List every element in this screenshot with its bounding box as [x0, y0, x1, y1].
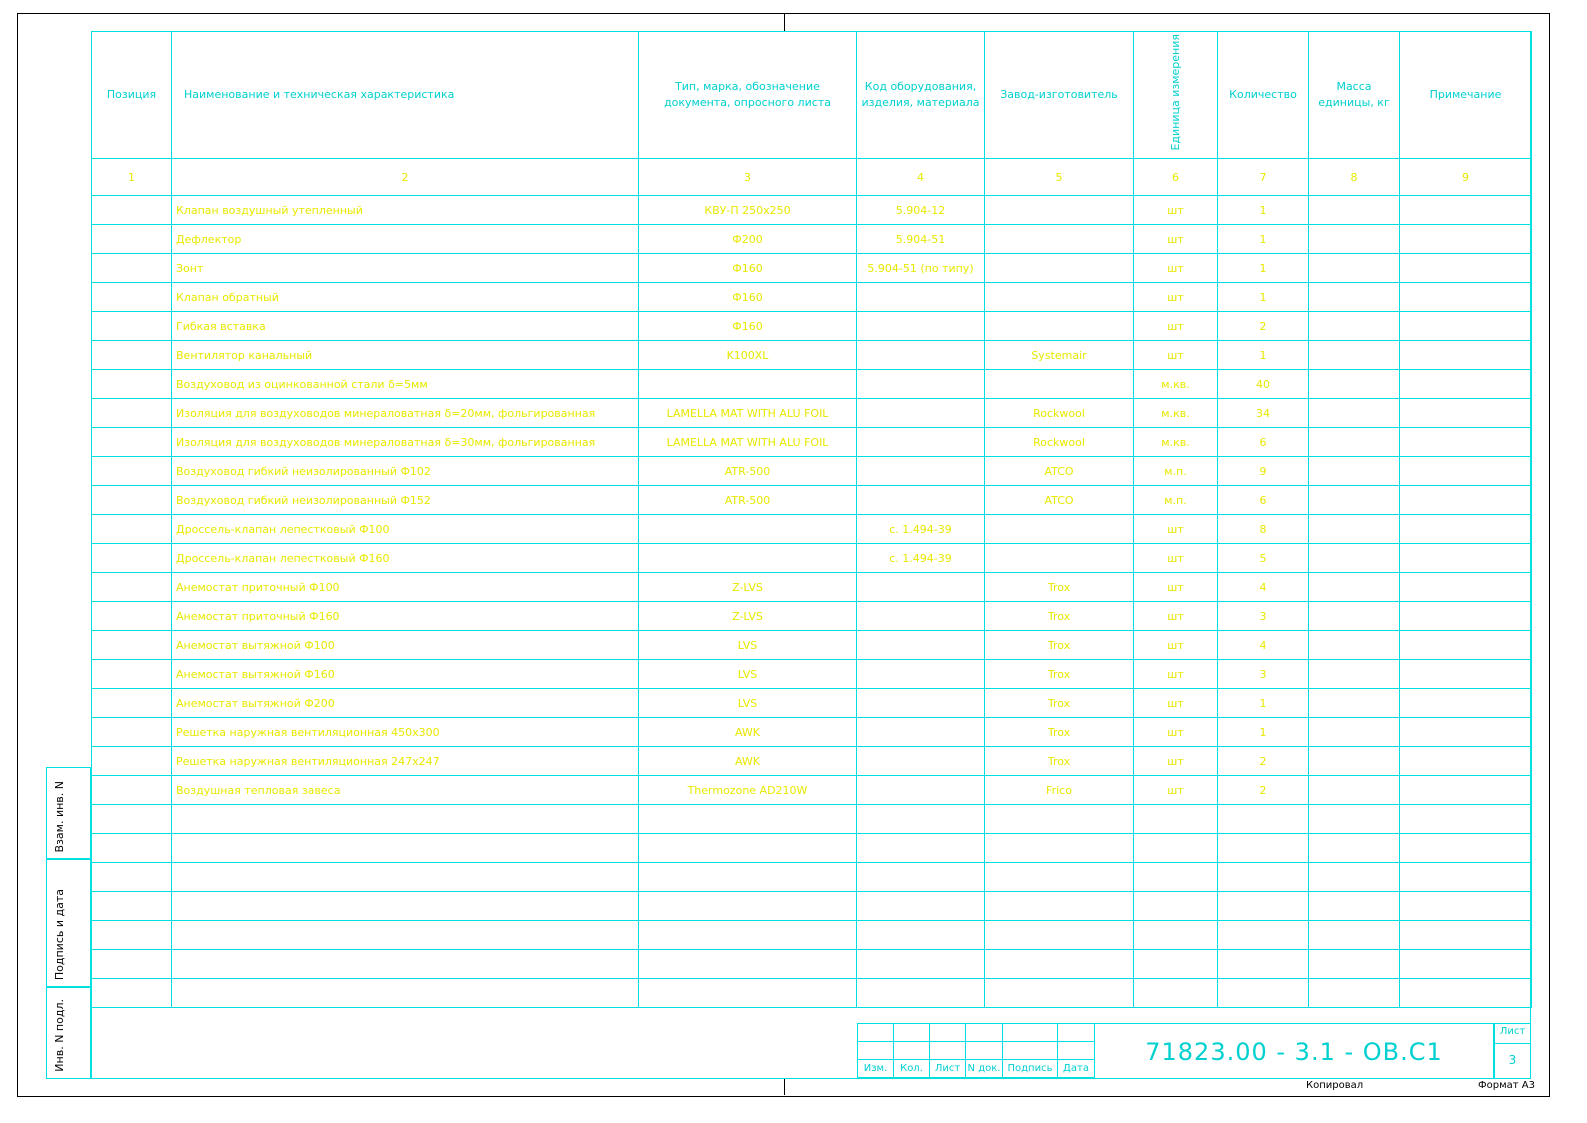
cell-unit: шт [1134, 254, 1218, 283]
cell-type: AWK [639, 747, 857, 776]
cell-maker: Rockwool [985, 428, 1134, 457]
side-inv-label: Инв. N подл. [53, 999, 66, 1072]
header-note: Примечание [1400, 32, 1532, 159]
cell-qty: 40 [1218, 370, 1309, 399]
cell-unit: шт [1134, 515, 1218, 544]
sheet-number-box [1494, 1023, 1531, 1079]
cell-type: LVS [639, 660, 857, 689]
cell-code: с. 1.494-39 [857, 544, 985, 573]
cell-name: Клапан обратный [172, 283, 639, 312]
stamp-signature: Подпись [1003, 1060, 1058, 1078]
cell-type: Ф160 [639, 312, 857, 341]
stamp-sheet: Лист [930, 1060, 966, 1078]
cell-maker: Systemair [985, 341, 1134, 370]
cell-unit: шт [1134, 312, 1218, 341]
cell-name: Дроссель-клапан лепестковый Ф100 [172, 515, 639, 544]
cell-qty: 1 [1218, 254, 1309, 283]
side-ref-box [46, 767, 91, 859]
cell-maker: Trox [985, 660, 1134, 689]
header-unit-label: Единица измерения [1168, 34, 1182, 151]
column-number-4: 4 [857, 159, 985, 196]
header-maker: Завод-изготовитель [985, 32, 1134, 159]
cell-name: Решетка наружная вентиляционная 450х300 [172, 718, 639, 747]
cell-maker: Frico [985, 776, 1134, 805]
cell-name: Вентилятор канальный [172, 341, 639, 370]
cell-name: Гибкая вставка [172, 312, 639, 341]
cell-maker: Trox [985, 602, 1134, 631]
cell-code: 5.904-51 [857, 225, 985, 254]
column-number-3: 3 [639, 159, 857, 196]
cell-maker: ATCO [985, 486, 1134, 515]
header-type: Тип, марка, обозначение документа, опросного листа [639, 32, 857, 159]
cell-maker: Trox [985, 718, 1134, 747]
cell-qty: 8 [1218, 515, 1309, 544]
cell-qty: 1 [1218, 225, 1309, 254]
title-block-code-box [1094, 1023, 1494, 1079]
side-sign-box [46, 859, 91, 987]
cell-code: 5.904-51 (по типу) [857, 254, 985, 283]
cell-qty: 1 [1218, 283, 1309, 312]
cell-maker: Rockwool [985, 399, 1134, 428]
cell-name: Анемостат приточный Ф160 [172, 602, 639, 631]
cell-qty: 2 [1218, 747, 1309, 776]
cell-qty: 6 [1218, 486, 1309, 515]
column-number-2: 2 [172, 159, 639, 196]
cell-name: Дефлектор [172, 225, 639, 254]
cell-unit: шт [1134, 660, 1218, 689]
cell-type: LVS [639, 689, 857, 718]
cell-qty: 2 [1218, 312, 1309, 341]
cell-unit: м.п. [1134, 486, 1218, 515]
cell-unit: шт [1134, 341, 1218, 370]
cell-name: Клапан воздушный утепленный [172, 196, 639, 225]
cell-code: с. 1.494-39 [857, 515, 985, 544]
cell-qty: 4 [1218, 573, 1309, 602]
cell-type: LVS [639, 631, 857, 660]
cell-type: Thermozone AD210W [639, 776, 857, 805]
cell-qty: 3 [1218, 602, 1309, 631]
cell-type: Ф160 [639, 254, 857, 283]
cell-unit: шт [1134, 602, 1218, 631]
cell-name: Решетка наружная вентиляционная 247х247 [172, 747, 639, 776]
column-number-7: 7 [1218, 159, 1309, 196]
cell-qty: 3 [1218, 660, 1309, 689]
column-number-6: 6 [1134, 159, 1218, 196]
cell-type: Z-LVS [639, 573, 857, 602]
cell-type: K100XL [639, 341, 857, 370]
cell-qty: 4 [1218, 631, 1309, 660]
cell-qty: 1 [1218, 718, 1309, 747]
cell-unit: шт [1134, 225, 1218, 254]
cell-maker: Trox [985, 689, 1134, 718]
cell-unit: шт [1134, 573, 1218, 602]
fold-mark-top [784, 13, 785, 31]
cell-name: Воздуховод из оцинкованной стали δ=5мм [172, 370, 639, 399]
cell-unit: шт [1134, 283, 1218, 312]
cell-name: Анемостат приточный Ф100 [172, 573, 639, 602]
cell-unit: м.п. [1134, 457, 1218, 486]
cell-qty: 5 [1218, 544, 1309, 573]
cell-name: Анемостат вытяжной Ф200 [172, 689, 639, 718]
cell-unit: шт [1134, 631, 1218, 660]
cell-maker: Trox [985, 631, 1134, 660]
cell-name: Воздуховод гибкий неизолированный Ф102 [172, 457, 639, 486]
cell-name: Зонт [172, 254, 639, 283]
document-code: 71823.00 - 3.1 - ОВ.С1 [1145, 1038, 1443, 1066]
cell-unit: шт [1134, 689, 1218, 718]
cell-maker: Trox [985, 747, 1134, 776]
cell-name: Анемостат вытяжной Ф100 [172, 631, 639, 660]
stamp-doc-number: N док. [966, 1060, 1003, 1078]
cell-name: Воздушная тепловая завеса [172, 776, 639, 805]
header-qty: Количество [1218, 32, 1309, 159]
cell-unit: шт [1134, 776, 1218, 805]
cell-type: ATR-500 [639, 457, 857, 486]
cell-maker: ATCO [985, 457, 1134, 486]
cell-qty: 6 [1218, 428, 1309, 457]
cell-qty: 9 [1218, 457, 1309, 486]
side-inv-box [46, 987, 91, 1079]
cell-code: 5.904-12 [857, 196, 985, 225]
column-number-8: 8 [1309, 159, 1400, 196]
cell-qty: 1 [1218, 196, 1309, 225]
side-ref-label: Взам. инв. N [53, 780, 66, 852]
cell-type: КВУ-П 250х250 [639, 196, 857, 225]
cell-name: Изоляция для воздуховодов минераловатная δ=20мм, фольгированная [172, 399, 639, 428]
stamp-change: Изм. [858, 1060, 894, 1078]
side-sign-label: Подпись и дата [53, 888, 66, 980]
cell-type: Ф200 [639, 225, 857, 254]
column-number-5: 5 [985, 159, 1134, 196]
cell-unit: м.кв. [1134, 428, 1218, 457]
header-name: Наименование и техническая характеристика [172, 32, 639, 159]
copied-label: Копировал [1306, 1080, 1364, 1091]
cell-name: Анемостат вытяжной Ф160 [172, 660, 639, 689]
cell-qty: 34 [1218, 399, 1309, 428]
cell-name: Изоляция для воздуховодов минераловатная δ=30мм, фольгированная [172, 428, 639, 457]
header-position: Позиция [92, 32, 172, 159]
fold-mark-bottom [784, 1079, 785, 1095]
cell-type: LAMELLA MAT WITH ALU FOIL [639, 428, 857, 457]
cell-qty: 1 [1218, 689, 1309, 718]
cell-unit: шт [1134, 718, 1218, 747]
format-label: Формат А3 [1478, 1080, 1535, 1091]
cell-unit: шт [1134, 196, 1218, 225]
cell-type: ATR-500 [639, 486, 857, 515]
cell-qty: 2 [1218, 776, 1309, 805]
title-block-small [857, 1023, 1095, 1078]
cell-unit: шт [1134, 544, 1218, 573]
cell-unit: м.кв. [1134, 399, 1218, 428]
header-code: Код оборудования, изделия, материала [857, 32, 985, 159]
cell-maker: Trox [985, 573, 1134, 602]
cell-unit: м.кв. [1134, 370, 1218, 399]
sheet-number-label: Лист [1495, 1026, 1530, 1044]
cell-unit: шт [1134, 747, 1218, 776]
stamp-count: Кол. [894, 1060, 930, 1078]
cell-type: Ф160 [639, 283, 857, 312]
column-number-1: 1 [92, 159, 172, 196]
sheet-number-value: 3 [1508, 1053, 1517, 1067]
main-frame-box [91, 31, 1531, 1079]
cell-name: Дроссель-клапан лепестковый Ф160 [172, 544, 639, 573]
stamp-date: Дата [1058, 1060, 1095, 1078]
cell-type: LAMELLA MAT WITH ALU FOIL [639, 399, 857, 428]
cell-type: AWK [639, 718, 857, 747]
cell-type: Z-LVS [639, 602, 857, 631]
cell-qty: 1 [1218, 341, 1309, 370]
cell-name: Воздуховод гибкий неизолированный Ф152 [172, 486, 639, 515]
column-number-9: 9 [1400, 159, 1532, 196]
header-mass: Масса единицы, кг [1309, 32, 1400, 159]
